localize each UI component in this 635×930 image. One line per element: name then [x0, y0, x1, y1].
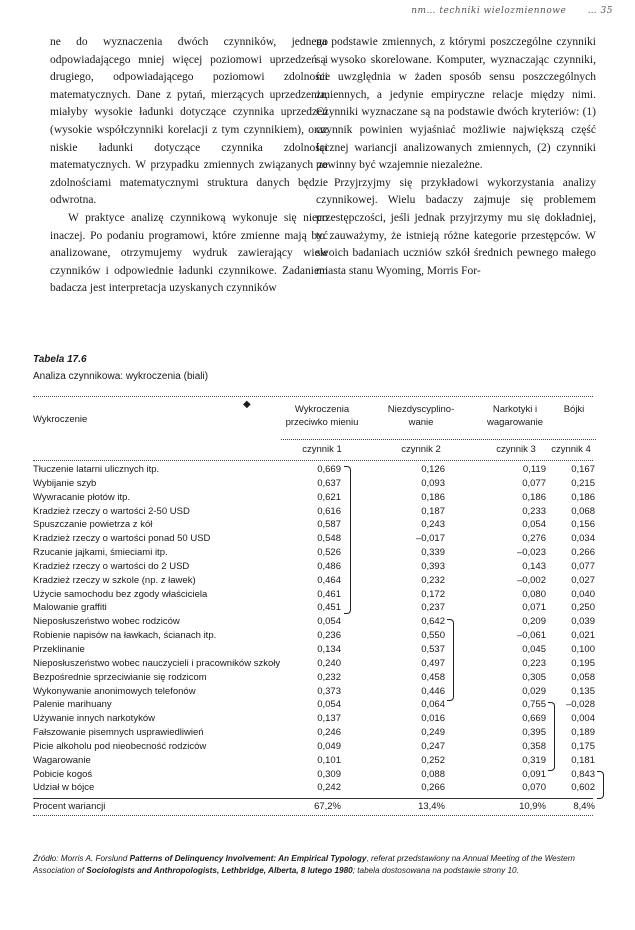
- loading-factor-1: 0,137: [317, 713, 341, 725]
- loading-factor-4: 0,156: [571, 519, 595, 531]
- loading-factor-3: 0,091: [522, 768, 546, 780]
- loading-factor-2: 0,537: [421, 643, 445, 655]
- table-body: [33, 461, 593, 795]
- loading-factor-3: –0,023: [516, 547, 546, 559]
- factor-label-4: czynnik 4: [551, 444, 591, 455]
- loading-factor-4: 0,167: [571, 464, 595, 475]
- loading-factor-2: 0,446: [421, 685, 445, 697]
- loading-factor-2: 0,249: [421, 727, 445, 739]
- loading-factor-1: 0,526: [317, 547, 341, 559]
- loading-factor-4: 0,175: [571, 740, 595, 752]
- table-row: [33, 560, 593, 574]
- loading-factor-3: 0,029: [522, 685, 546, 697]
- left-paragraph-2: W praktyce analizę czynnikową wykonuje się nieco inaczej. Po podaniu programowi, które zmienne mają być analizowane, otrzymujemy wydruk zawierający wiele czynników i odpowiednie ładunki czynnikowe. Zadaniem badacza jest interpretacja uzyskanych czynników: [50, 211, 328, 295]
- loading-factor-3: 0,071: [522, 602, 546, 614]
- loading-factor-2: 0,088: [421, 768, 445, 780]
- source-org: Sociologists and Anthropologists, Lethbridge, Alberta, 8 lutego 1980: [86, 866, 353, 875]
- loading-factor-1: 0,240: [317, 657, 341, 669]
- table-row: [33, 615, 593, 629]
- loading-factor-3: 0,233: [522, 505, 546, 517]
- source-prefix: Źródło: Morris A. Forslund: [33, 854, 130, 863]
- loading-factor-4: 0,215: [571, 477, 595, 489]
- loading-factor-1: 0,242: [317, 782, 341, 794]
- offense-name: Robienie napisów na ławkach, ścianach itp.: [33, 630, 217, 642]
- table-row: [33, 546, 593, 560]
- table-row: [33, 657, 593, 671]
- table-row: [33, 463, 593, 477]
- loading-factor-2: 0,497: [421, 657, 445, 669]
- loading-factor-2: 0,266: [421, 782, 445, 794]
- loading-factor-4: 0,189: [571, 727, 595, 739]
- loading-factor-3: 0,209: [522, 616, 546, 628]
- offense-name: Kradzież rzeczy o wartości ponad 50 USD: [33, 533, 211, 545]
- offense-name: Picie alkoholu pod nieobecność rodziców: [33, 740, 207, 752]
- loading-factor-2: 0,247: [421, 740, 445, 752]
- loading-factor-2: 0,232: [421, 574, 445, 586]
- loading-factor-4: 0,004: [571, 713, 595, 725]
- left-text-column: [50, 34, 328, 298]
- loading-factor-3: 0,319: [522, 754, 546, 766]
- footer-value-1: 67,2%: [314, 801, 341, 813]
- loading-factor-1: 0,486: [317, 560, 341, 572]
- right-paragraph-2: Przyjrzyjmy się przykładowi wykorzystania analizy czynnikowej. Wielu badaczy zajmuje się problemem przestępczości, jeśli jednak przyjrzymy mu się dokładniej, to zauważymy, że istnieją różne kategorie przestępców. W swoich badaniach uczniów szkół średnich pewnego małego miasta stanu Wyoming, Morris For-: [316, 176, 596, 277]
- loading-factor-1: 0,669: [317, 464, 341, 475]
- source-middle: , referat przedstawiony na Annual Meeting of the Western Association of: [33, 854, 575, 875]
- loading-factor-1: 0,373: [317, 685, 341, 697]
- loading-factor-3: 0,395: [522, 727, 546, 739]
- loading-factor-2: –0,017: [415, 533, 445, 545]
- table-header: [33, 397, 593, 439]
- loading-factor-3: 0,077: [522, 477, 546, 489]
- loading-factor-1: 0,616: [317, 505, 341, 517]
- loading-factor-3: 0,755: [522, 699, 546, 711]
- loading-factor-2: 0,393: [421, 560, 445, 572]
- source-note: [33, 853, 598, 877]
- loading-factor-2: 0,186: [421, 491, 445, 503]
- loading-factor-1: 0,049: [317, 740, 341, 752]
- offense-name: Udział w bójce: [33, 782, 95, 794]
- table-bottom-rule: [33, 815, 593, 816]
- loading-factor-1: 0,054: [317, 699, 341, 711]
- loading-factor-2: 0,126: [421, 464, 445, 475]
- left-paragraph-1: ne do wyznaczenia dwóch czynników, jednego odpowiadającego mniej więcej poziomowi uprzedzeń i drugiego, odpowiadającego poziomowi zdolności matematycznych. Dane z pytań, mierzących uprzedzenia, miałyby wysokie ładunki dotyczące czynnika uprzedzeń (wysokie współczynniki korelacji z tym czynnikiem), oraz niskie ładunki dotyczące czynnika zdolności matematycznych. W przypadku zmiennych związanych ze zdolnościami matematycznymi struktura danych będzie odwrotna.: [50, 36, 328, 207]
- loading-factor-4: 0,266: [571, 547, 595, 559]
- loading-factor-1: 0,054: [317, 616, 341, 628]
- loading-factor-4: 0,843: [571, 768, 595, 780]
- loading-factor-2: 0,016: [421, 713, 445, 725]
- loading-factor-4: 0,100: [571, 643, 595, 655]
- table-footer: [33, 799, 593, 815]
- right-text-column: [316, 34, 596, 280]
- row-header: Wykroczenie: [33, 414, 88, 425]
- loading-factor-4: 0,058: [571, 671, 595, 683]
- loading-factor-4: 0,034: [571, 533, 595, 545]
- loading-factor-4: 0,068: [571, 505, 595, 517]
- loading-factor-1: 0,548: [317, 533, 341, 545]
- loading-factor-1: 0,309: [317, 768, 341, 780]
- loading-factor-3: 0,070: [522, 782, 546, 794]
- offense-name: Kradzież rzeczy w szkole (np. z ławek): [33, 574, 196, 586]
- loading-factor-1: 0,451: [317, 602, 341, 614]
- footer-value-2: 13,4%: [418, 801, 445, 813]
- loading-factor-4: 0,039: [571, 616, 595, 628]
- loading-factor-1: 0,461: [317, 588, 341, 600]
- table-row: [33, 601, 593, 615]
- loading-factor-4: –0,028: [565, 699, 595, 711]
- table-row: [33, 781, 593, 795]
- factor-label-1: czynnik 1: [302, 444, 342, 455]
- offense-name: Użycie samochodu bez zgody właściciela: [33, 588, 208, 600]
- offense-name: Tłuczenie latarni ulicznych itp.: [33, 464, 160, 475]
- table-row: [33, 671, 593, 685]
- table-row: [33, 491, 593, 505]
- offense-name: Palenie marihuany: [33, 699, 112, 711]
- loading-factor-2: 0,187: [421, 505, 445, 517]
- table-row: [33, 768, 593, 782]
- loading-factor-3: 0,054: [522, 519, 546, 531]
- table-row: [33, 505, 593, 519]
- table-row: [33, 532, 593, 546]
- table-subtitle: Analiza czynnikowa: wykroczenia (biali): [33, 371, 209, 382]
- loading-factor-3: 0,305: [522, 671, 546, 683]
- source-title: Patterns of Delinquency Involvement: An Empirical Typology: [129, 854, 367, 863]
- offense-name: Fałszowanie pisemnych usprawiedliwień: [33, 727, 204, 739]
- loading-factor-2: 0,642: [421, 616, 445, 628]
- table-row: [33, 712, 593, 726]
- loading-factor-2: 0,339: [421, 547, 445, 559]
- footer-value-4: 8,4%: [573, 801, 595, 813]
- loading-factor-3: 0,223: [522, 657, 546, 669]
- loading-factor-1: 0,587: [317, 519, 341, 531]
- col-header-1: Wykroczenia przeciwko mieniu: [285, 404, 359, 428]
- right-paragraph-1: na podstawie zmiennych, z którymi poszczególne czynniki są wysoko skorelowane. Komputer, wyznaczając czynniki, nie uwzględnia w żaden sposób sensu poszczególnych zmiennych, a jedynie empiryczne relacje między nimi. Czynniki wyznaczane są na podstawie dwóch kryteriów: (1) czynnik powinien wyjaśniać możliwie największą część łącznej wariancji analizowanych zmiennych, (2) czynniki powinny być wzajemnie niezależne.: [316, 36, 596, 172]
- offense-name: Malowanie graffiti: [33, 602, 107, 614]
- loading-factor-2: 0,172: [421, 588, 445, 600]
- table-row: [33, 629, 593, 643]
- loading-factor-3: –0,061: [516, 630, 546, 642]
- loading-factor-4: 0,040: [571, 588, 595, 600]
- loading-factor-3: –0,002: [516, 574, 546, 586]
- loading-factor-2: 0,550: [421, 630, 445, 642]
- table-row: [33, 740, 593, 754]
- loading-factor-2: 0,243: [421, 519, 445, 531]
- table-row: [33, 754, 593, 768]
- offense-name: Kradzież rzeczy o wartości 2-50 USD: [33, 505, 190, 517]
- footer-label: Procent wariancji: [33, 801, 106, 813]
- col-header-4: Bójki: [563, 404, 585, 415]
- factor-label-row: [33, 440, 593, 460]
- loading-factor-2: 0,458: [421, 671, 445, 683]
- offense-name: Wagarowanie: [33, 754, 91, 766]
- brace-factor-4: [597, 771, 604, 799]
- loading-factor-3: 0,080: [522, 588, 546, 600]
- offense-name: Bezpośrednie sprzeciwianie się rodzicom: [33, 671, 207, 683]
- table-row: [33, 726, 593, 740]
- loading-factor-4: 0,077: [571, 560, 595, 572]
- source-suffix: ; tabela dostosowana na podstawie strony 10.: [352, 866, 519, 875]
- offense-name: Używanie innych narkotyków: [33, 713, 155, 725]
- loading-factor-3: 0,276: [522, 533, 546, 545]
- loading-factor-3: 0,045: [522, 643, 546, 655]
- offense-name: Nieposłuszeństwo wobec rodziców: [33, 616, 180, 628]
- loading-factor-3: 0,358: [522, 740, 546, 752]
- offense-name: Wybijanie szyb: [33, 477, 97, 489]
- offense-name: Wywracanie płotów itp.: [33, 491, 131, 503]
- loading-factor-2: 0,252: [421, 754, 445, 766]
- loading-factor-4: 0,602: [571, 782, 595, 794]
- loading-factor-1: 0,464: [317, 574, 341, 586]
- table-row: [33, 588, 593, 602]
- loading-factor-4: 0,135: [571, 685, 595, 697]
- page-number: … 35: [587, 6, 613, 16]
- table-row: [33, 574, 593, 588]
- loading-factor-1: 0,621: [317, 491, 341, 503]
- loading-factor-2: 0,237: [421, 602, 445, 614]
- table-row: [33, 698, 593, 712]
- factor-label-2: czynnik 2: [401, 444, 441, 455]
- loading-factor-1: 0,246: [317, 727, 341, 739]
- offense-name: Pobicie kogoś: [33, 768, 93, 780]
- offense-name: Spuszczanie powietrza z kół: [33, 519, 153, 531]
- loading-factor-3: 0,143: [522, 560, 546, 572]
- loading-factor-3: 0,669: [522, 713, 546, 725]
- loading-factor-4: 0,250: [571, 602, 595, 614]
- loading-factor-4: 0,027: [571, 574, 595, 586]
- loading-factor-4: 0,181: [571, 754, 595, 766]
- running-title: nm… techniki wielozmiennowe: [411, 6, 567, 16]
- loading-factor-2: 0,093: [421, 477, 445, 489]
- col-header-2: Niezdyscyplino- wanie: [387, 404, 455, 428]
- table-title: Tabela 17.6: [33, 354, 87, 365]
- arrow-mark-icon: ◆: [243, 399, 251, 410]
- loading-factor-2: 0,064: [421, 699, 445, 711]
- running-header: [411, 6, 613, 16]
- loading-factor-1: 0,134: [317, 643, 341, 655]
- loading-factor-4: 0,195: [571, 657, 595, 669]
- table-row: [33, 518, 593, 532]
- loading-factor-3: 0,119: [522, 464, 546, 475]
- loading-factor-1: 0,232: [317, 671, 341, 683]
- table-row: [33, 643, 593, 657]
- table-row: [33, 477, 593, 491]
- col-header-3: Narkotyki i wagarowanie: [487, 404, 543, 428]
- loading-factor-1: 0,101: [317, 754, 341, 766]
- factor-table: [33, 396, 593, 816]
- offense-name: Kradzież rzeczy o wartości do 2 USD: [33, 560, 190, 572]
- loading-factor-4: 0,186: [571, 491, 595, 503]
- loading-factor-4: 0,021: [571, 630, 595, 642]
- loading-factor-1: 0,637: [317, 477, 341, 489]
- footer-value-3: 10,9%: [519, 801, 546, 813]
- loading-factor-3: 0,186: [522, 491, 546, 503]
- offense-name: Nieposłuszeństwo wobec nauczycieli i pracowników szkoły: [33, 657, 281, 669]
- factor-label-3: czynnik 3: [496, 444, 536, 455]
- offense-name: Wykonywanie anonimowych telefonów: [33, 685, 196, 697]
- loading-factor-1: 0,236: [317, 630, 341, 642]
- offense-name: Przeklinanie: [33, 643, 85, 655]
- offense-name: Rzucanie jajkami, śmieciami itp.: [33, 547, 168, 559]
- table-row: [33, 685, 593, 699]
